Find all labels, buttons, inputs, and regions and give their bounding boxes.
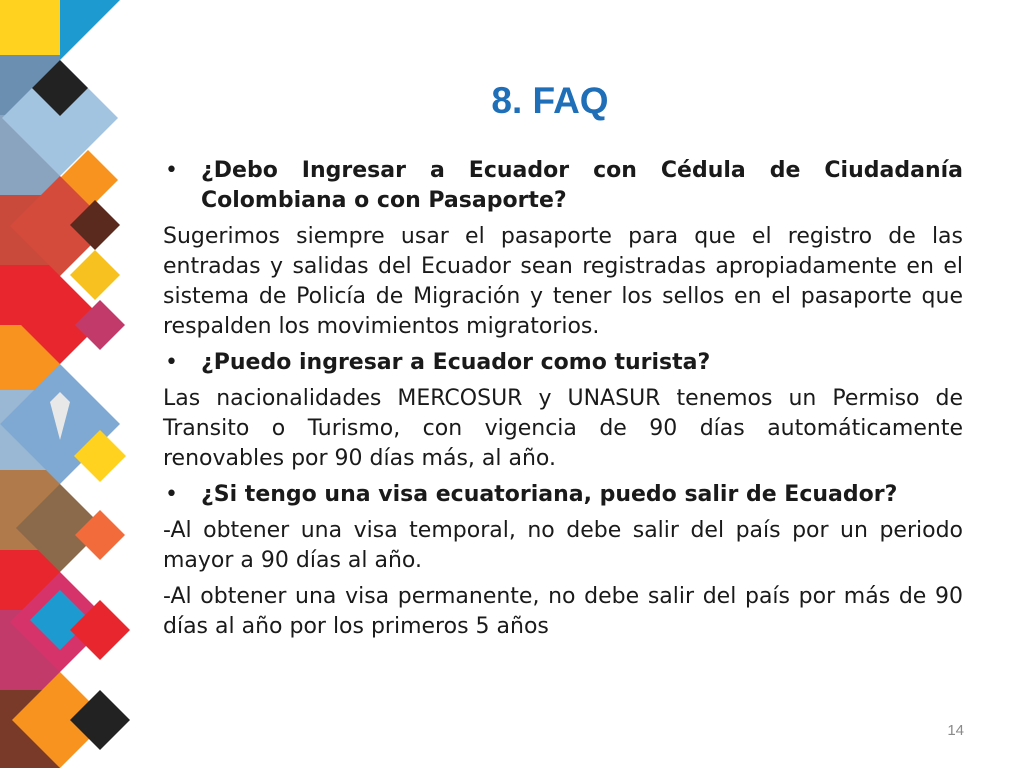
faq-question-3-text: ¿Si tengo una visa ecuatoriana, puedo salir de Ecuador? xyxy=(201,482,898,507)
faq-answer-2: Las nacionalidades MERCOSUR y UNASUR tenemos un Permiso de Transito o Turismo, con vigencia de 90 días automáticamente renovables por 90 días más, al año. xyxy=(163,386,963,471)
faq-answer-3a: -Al obtener una visa temporal, no debe salir del país por un periodo mayor a 90 días al año. xyxy=(163,518,963,573)
page-number: 14 xyxy=(947,722,964,739)
slide-title: 8. FAQ xyxy=(491,80,609,121)
faq-question-1-text: ¿Debo Ingresar a Ecuador con Cédula de Ciudadanía Colombiana o con Pasaporte? xyxy=(201,158,963,213)
faq-question-2 xyxy=(163,348,963,378)
decorative-diamond-mosaic xyxy=(0,0,150,768)
bullet-icon: • xyxy=(165,350,178,375)
bullet-icon: • xyxy=(165,482,178,507)
faq-question-1 xyxy=(163,156,963,216)
bullet-icon: • xyxy=(165,158,178,183)
faq-answer-1: Sugerimos siempre usar el pasaporte para que el registro de las entradas y salidas del Ecuador sean registradas apropiadamente en el sistema de Policía de Migración y tener los sellos en el pasaporte que respalden los movimientos migratorios. xyxy=(163,224,963,339)
faq-question-2-text: ¿Puedo ingresar a Ecuador como turista? xyxy=(201,350,711,375)
faq-question-3 xyxy=(163,480,963,510)
faq-answer-3b: -Al obtener una visa permanente, no debe salir del país por más de 90 días al año por los primeros 5 años xyxy=(163,584,963,639)
faq-content xyxy=(163,156,963,648)
